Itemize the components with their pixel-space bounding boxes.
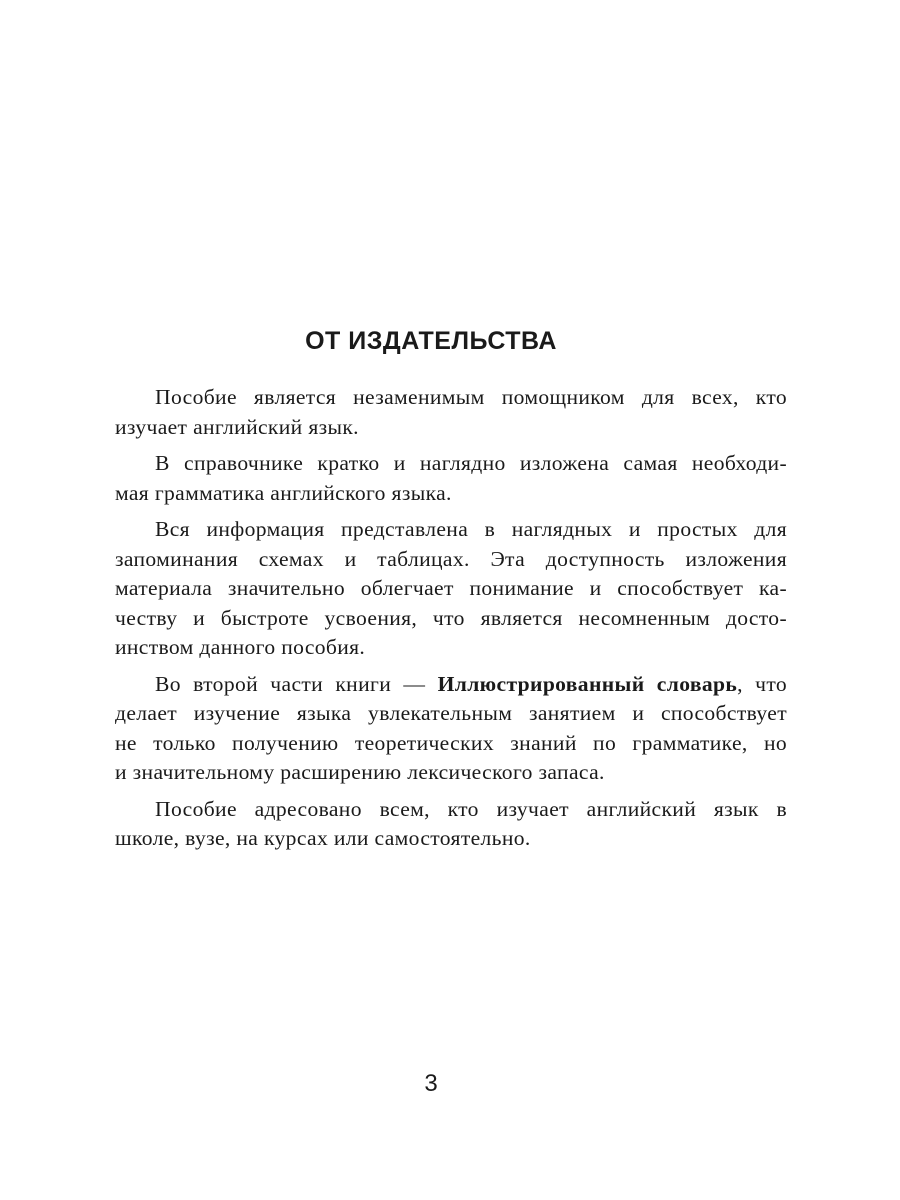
paragraph-1 bbox=[75, 383, 787, 442]
text-segment: , что bbox=[737, 671, 787, 696]
text-line: инством данного пособия. bbox=[115, 635, 366, 659]
bold-term: Иллюстрированный словарь bbox=[437, 671, 738, 696]
text-segment: Во второй части книги — bbox=[155, 671, 438, 696]
text-line: школе, вузе, на курсах или самостоятельно. bbox=[115, 826, 531, 850]
text-line: и значительному расширению лексического запаса. bbox=[115, 760, 605, 784]
text-line bbox=[75, 670, 787, 700]
page-number: 3 bbox=[424, 1070, 438, 1097]
text-line: изучает английский язык. bbox=[115, 414, 359, 439]
paragraph-5 bbox=[75, 795, 787, 854]
text-line: делает изучение языка увлекательным занятием и способствует bbox=[115, 701, 787, 725]
body-text bbox=[75, 383, 787, 861]
text-line: мая грамматика английского языка. bbox=[115, 480, 452, 505]
paragraph-3 bbox=[75, 515, 787, 663]
text-line: Пособие адресовано всем, кто изучает английский язык в bbox=[155, 796, 787, 821]
text-line: материала значительно облегчает понимание и способствует ка- bbox=[115, 576, 787, 600]
text-line: запоминания схемах и таблицах. Эта доступность изложения bbox=[115, 546, 787, 571]
text-line: честву и быстроте усвоения, что является несомненным досто- bbox=[115, 605, 787, 630]
paragraph-4 bbox=[75, 670, 787, 788]
paragraph-2 bbox=[75, 449, 787, 508]
page-heading: ОТ ИЗДАТЕЛЬСТВА bbox=[305, 327, 557, 355]
text-line: не только получению теоретических знаний по грамматике, но bbox=[115, 730, 787, 755]
text-line: В справочнике кратко и наглядно изложена самая необходи- bbox=[155, 451, 787, 475]
text-line: Вся информация представлена в наглядных и простых для bbox=[155, 517, 787, 541]
text-line: Пособие является незаменимым помощником для всех, кто bbox=[155, 385, 787, 409]
